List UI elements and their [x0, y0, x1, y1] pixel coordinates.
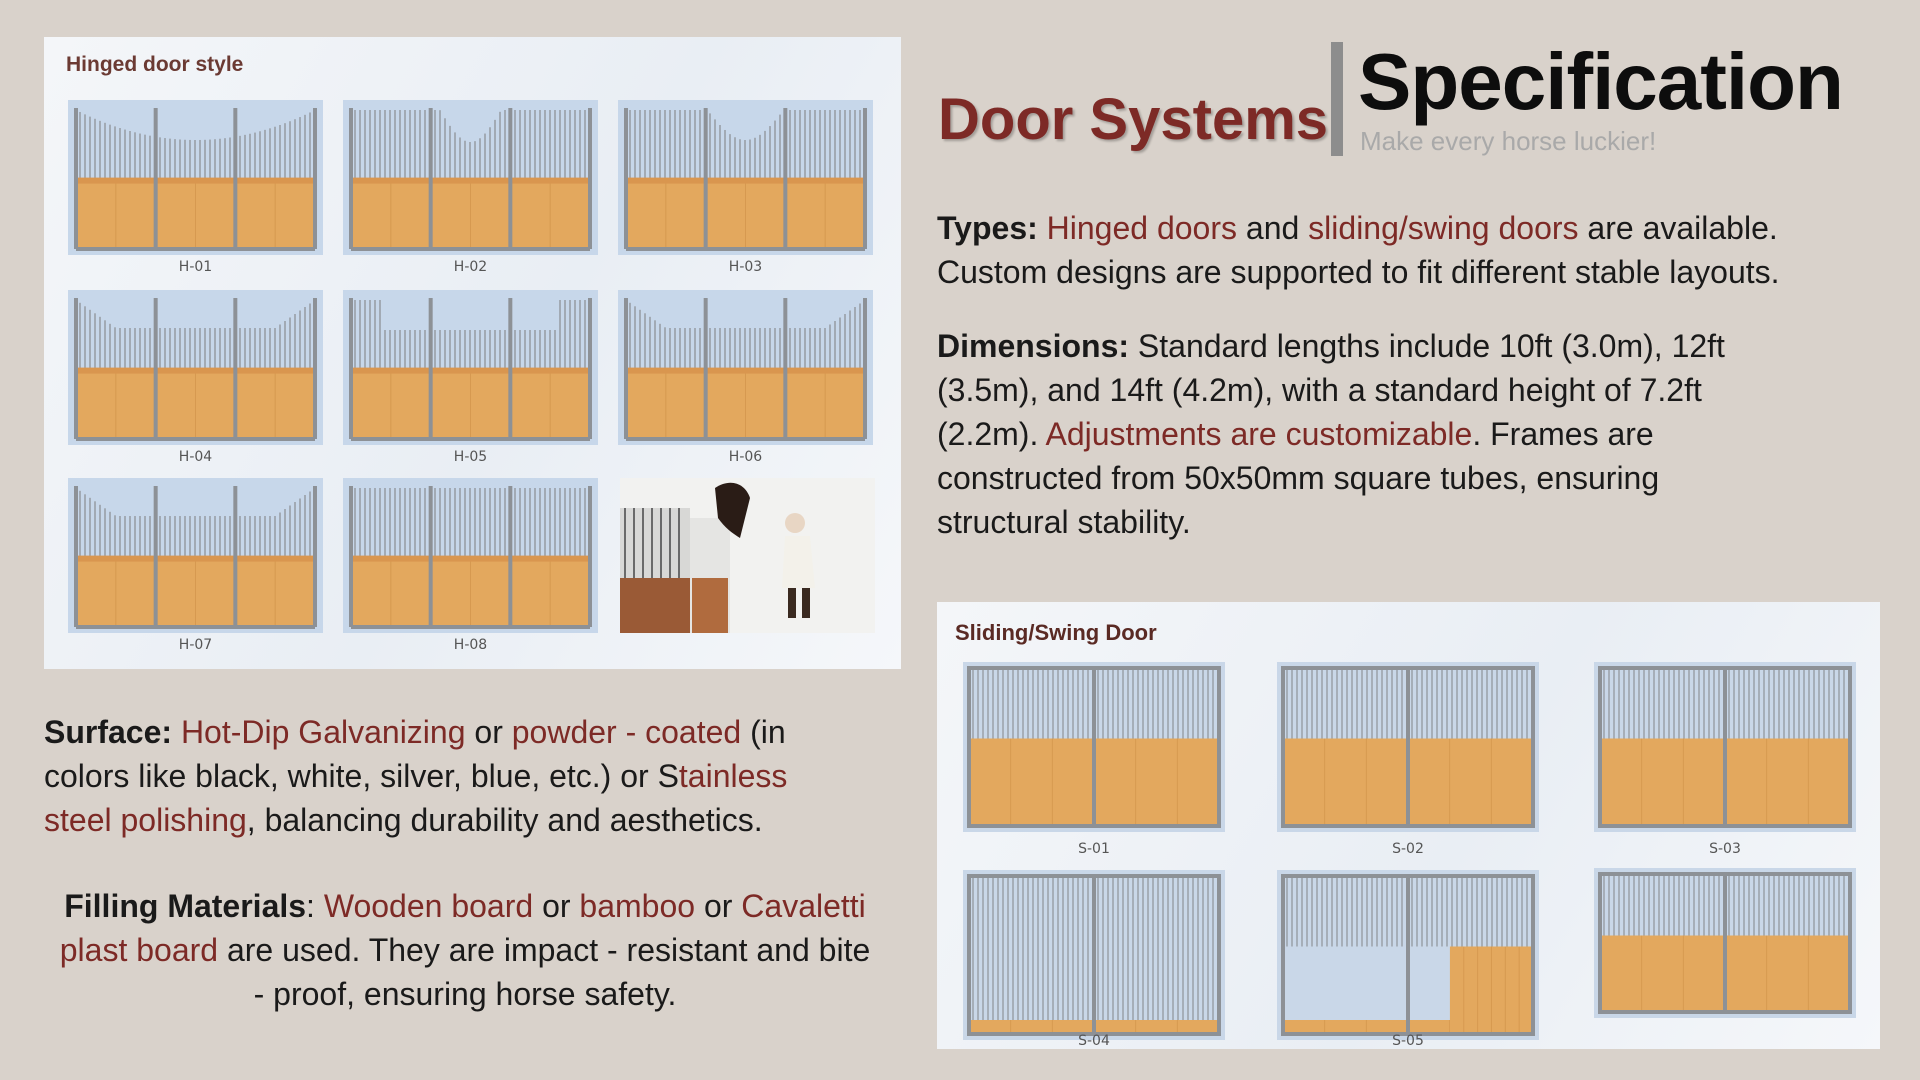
surface-stainless: tainless — [678, 758, 788, 794]
hinged-door-h-06 — [618, 290, 873, 445]
sliding-door-caption: S-04 — [1078, 1033, 1110, 1049]
sliding-door-caption: S-01 — [1078, 841, 1110, 857]
filling-cavaletti: Cavaletti — [741, 888, 866, 924]
hinged-panel-title: Hinged door style — [66, 53, 244, 76]
surface-line2: colors like black, white, silver, blue, etc.) or S — [44, 758, 679, 794]
sliding-door-extra — [1594, 868, 1856, 1018]
filling-colon: : — [306, 888, 324, 924]
types-hinged: Hinged doors — [1046, 210, 1237, 246]
hinged-door-caption: H-02 — [453, 259, 488, 275]
hinged-door-h-01 — [68, 100, 323, 255]
page-title: Specification — [1358, 37, 1843, 126]
surface-steel-polishing: steel polishing — [44, 802, 247, 838]
sliding-panel-title: Sliding/Swing Door — [955, 620, 1157, 645]
brand-title: Door Systems — [938, 87, 1329, 152]
filling-label: Filling Materials — [64, 888, 307, 924]
surface-in: (in — [741, 714, 786, 750]
sliding-door-caption: S-05 — [1392, 1033, 1424, 1049]
surface-label: Surface: — [44, 714, 173, 750]
filling-wooden: Wooden board — [323, 888, 534, 924]
title-separator — [1331, 42, 1343, 156]
hinged-door-caption: H-06 — [728, 449, 763, 465]
types-paragraph — [937, 206, 1897, 294]
dimensions-line4: constructed from 50x50mm square tubes, ensuring — [937, 460, 1660, 496]
sliding-door-s-04 — [963, 870, 1225, 1040]
types-available: are available. — [1578, 210, 1778, 246]
surface-galvanizing: Hot-Dip Galvanizing — [180, 714, 466, 750]
hinged-door-h-07 — [68, 478, 323, 633]
types-line2: Custom designs are supported to fit different stable layouts. — [937, 254, 1780, 290]
dimensions-line5: structural stability. — [937, 504, 1191, 540]
hinged-door-caption: H-07 — [178, 637, 213, 653]
types-and: and — [1237, 210, 1309, 246]
filling-or2: or — [695, 888, 742, 924]
hinged-door-caption: H-04 — [178, 449, 213, 465]
hinged-door-caption: H-08 — [453, 637, 488, 653]
types-sliding: sliding/swing doors — [1308, 210, 1579, 246]
dimensions-paragraph — [937, 324, 1897, 544]
sliding-door-s-02 — [1277, 662, 1539, 832]
dimensions-line2: (3.5m), and 14ft (4.2m), with a standard height of 7.2ft — [937, 372, 1702, 408]
types-label: Types: — [937, 210, 1038, 246]
sliding-door-s-05 — [1277, 870, 1539, 1040]
surface-or: or — [465, 714, 512, 750]
filling-paragraph — [10, 884, 920, 1016]
filling-line3: - proof, ensuring horse safety. — [253, 976, 677, 1012]
filling-plast-board: plast board — [59, 932, 219, 968]
hinged-door-caption: H-03 — [728, 259, 763, 275]
hinged-door-h-08 — [343, 478, 598, 633]
sliding-door-caption: S-02 — [1392, 841, 1424, 857]
hinged-door-h-03 — [618, 100, 873, 255]
hinged-door-h-05 — [343, 290, 598, 445]
dimensions-line1: Standard lengths include 10ft (3.0m), 12ft — [1129, 328, 1725, 364]
surface-powder: powder - coated — [511, 714, 742, 750]
sliding-door-s-03 — [1594, 662, 1856, 832]
dimensions-line3a: (2.2m). — [937, 416, 1046, 452]
dimensions-line3c: . Frames are — [1472, 416, 1654, 452]
stable-photo — [620, 478, 875, 633]
filling-bamboo: bamboo — [579, 888, 696, 924]
surface-paragraph — [44, 710, 914, 842]
hinged-door-caption: H-05 — [453, 449, 488, 465]
surface-line3: , balancing durability and aesthetics. — [246, 802, 763, 838]
sliding-door-s-01 — [963, 662, 1225, 832]
dimensions-label: Dimensions: — [937, 328, 1130, 364]
sliding-door-caption: S-03 — [1709, 841, 1741, 857]
hinged-door-h-02 — [343, 100, 598, 255]
dimensions-adjustments: Adjustments are customizable — [1045, 416, 1473, 452]
filling-line2: are used. They are impact - resistant and bite — [218, 932, 871, 968]
hinged-door-caption: H-01 — [178, 259, 213, 275]
filling-or1: or — [533, 888, 580, 924]
slogan: Make every horse luckier! — [1360, 126, 1657, 156]
hinged-door-h-04 — [68, 290, 323, 445]
